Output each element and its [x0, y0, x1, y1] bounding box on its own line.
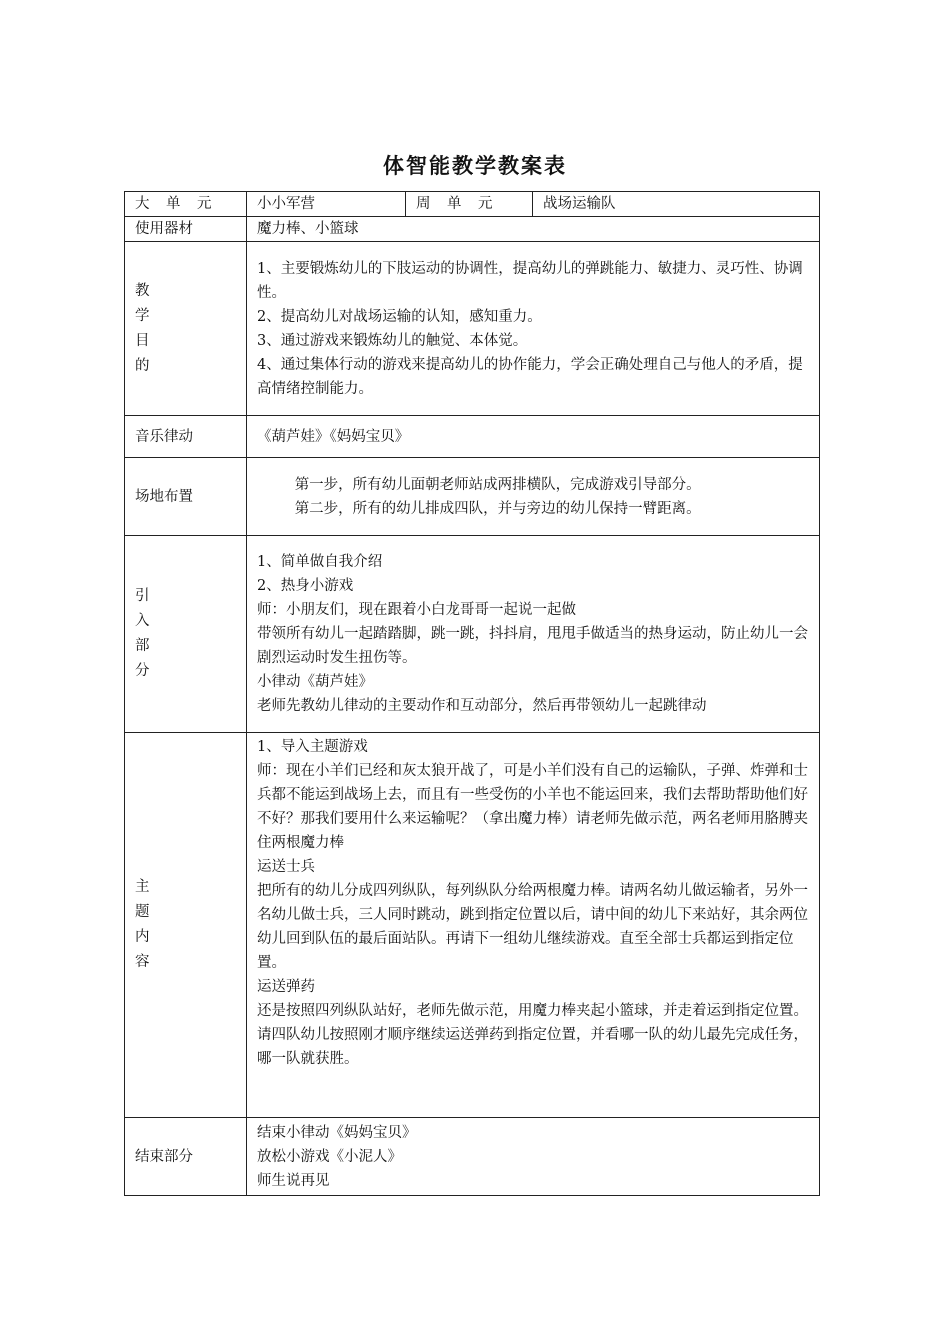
venue-step: 第一步，所有幼儿面朝老师站成两排横队，完成游戏引导部分。 — [294, 476, 701, 493]
intro-label-char: 部 — [135, 638, 150, 654]
intro-line: 师：小朋友们，现在跟着小白龙哥哥一起说一起做 — [257, 602, 576, 618]
objectives-label — [125, 242, 247, 416]
intro-label-char: 入 — [135, 613, 150, 629]
intro-line: 老师先教幼儿律动的主要动作和互动部分，然后再带领幼儿一起跳律动 — [257, 698, 707, 714]
row-music — [125, 416, 820, 458]
ending-content — [247, 1118, 820, 1196]
unit-label: 大 单 元 — [125, 192, 247, 217]
objective-item: 3、通过游戏来锻炼幼儿的触觉、本体觉。 — [257, 332, 528, 349]
objectives-label-char: 目 — [135, 332, 150, 349]
row-venue — [125, 458, 820, 536]
music-label: 音乐律动 — [125, 416, 247, 458]
row-ending — [125, 1118, 820, 1196]
row-main — [125, 733, 820, 1118]
music-value: 《葫芦娃》《妈妈宝贝》 — [247, 416, 820, 458]
intro-content — [247, 536, 820, 733]
venue-step: 第二步，所有的幼儿排成四队，并与旁边的幼儿保持一臂距离。 — [294, 500, 701, 517]
main-line: 运送士兵 — [257, 859, 315, 875]
main-line: 运送弹药 — [257, 979, 315, 995]
ending-line: 结束小律动《妈妈宝贝》 — [257, 1124, 417, 1141]
main-label-char: 内 — [135, 929, 150, 945]
ending-label: 结束部分 — [125, 1118, 247, 1196]
lesson-plan-table — [124, 191, 820, 1196]
main-label-char: 题 — [135, 904, 150, 920]
intro-line: 1、简单做自我介绍 — [257, 554, 383, 570]
row-intro — [125, 536, 820, 733]
page-title: 体智能教学教案表 — [383, 154, 567, 178]
objectives-label-char: 的 — [135, 357, 150, 374]
objective-item: 4、通过集体行动的游戏来提高幼儿的协作能力，学会正确处理自己与他人的矛盾，提高情绪控制能力。 — [257, 356, 803, 397]
week-unit-label: 周 单 元 — [406, 192, 533, 217]
objectives-content — [247, 242, 820, 416]
week-unit-value: 战场运输队 — [533, 192, 820, 217]
objective-item: 2、提高幼儿对战场运输的认知，感知重力。 — [257, 308, 542, 325]
ending-line: 师生说再见 — [257, 1172, 330, 1189]
equipment-label: 使用器材 — [125, 217, 247, 242]
main-label-char: 主 — [135, 879, 150, 895]
unit-value: 小小军营 — [247, 192, 406, 217]
venue-content — [247, 458, 820, 536]
row-equipment — [125, 217, 820, 242]
objective-item: 1、主要锻炼幼儿的下肢运动的协调性，提高幼儿的弹跳能力、敏捷力、灵巧性、协调性。 — [257, 260, 803, 301]
main-line: 1、导入主题游戏 — [257, 739, 368, 755]
main-label-char: 容 — [135, 954, 150, 970]
intro-line: 带领所有幼儿一起踏踏脚，跳一跳，抖抖肩，甩甩手做适当的热身运动，防止幼儿一会剧烈运动时发生扭伤等。 — [257, 626, 808, 666]
equipment-value: 魔力棒、小篮球 — [247, 217, 820, 242]
main-line: 师：现在小羊们已经和灰太狼开战了，可是小羊们没有自己的运输队，子弹、炸弹和士兵都不能运到战场上去，而且有一些受伤的小羊也不能运回来，我们去帮助帮助他们好不好？那我们要用什么来运输呢？（拿出魔力棒）请老师先做示范，两名老师用胳膊夹住两根魔力棒 — [257, 763, 808, 851]
intro-label — [125, 536, 247, 733]
intro-line: 2、热身小游戏 — [257, 578, 354, 594]
venue-label: 场地布置 — [125, 458, 247, 536]
intro-label-char: 分 — [135, 663, 150, 679]
row-unit — [125, 192, 820, 217]
main-content — [247, 733, 820, 1118]
objectives-label-char: 学 — [135, 307, 150, 324]
intro-label-char: 引 — [135, 588, 150, 604]
intro-line: 小律动《葫芦娃》 — [257, 674, 373, 690]
main-line: 还是按照四列纵队站好，老师先做示范，用魔力棒夹起小篮球，并走着运到指定位置。请四队幼儿按照刚才顺序继续运送弹药到指定位置，并看哪一队的幼儿最先完成任务，哪一队就获胜。 — [257, 1003, 808, 1067]
objectives-label-char: 教 — [135, 282, 150, 299]
row-objectives — [125, 242, 820, 416]
main-line: 把所有的幼儿分成四列纵队，每列纵队分给两根魔力棒。请两名幼儿做运输者，另外一名幼儿做士兵，三人同时跳动，跳到指定位置以后，请中间的幼儿下来站好，其余两位幼儿回到队伍的最后面站队。再请下一组幼儿继续游戏。直至全部士兵都运到指定位置。 — [257, 883, 808, 971]
main-label — [125, 733, 247, 1118]
ending-line: 放松小游戏《小泥人》 — [257, 1148, 402, 1165]
